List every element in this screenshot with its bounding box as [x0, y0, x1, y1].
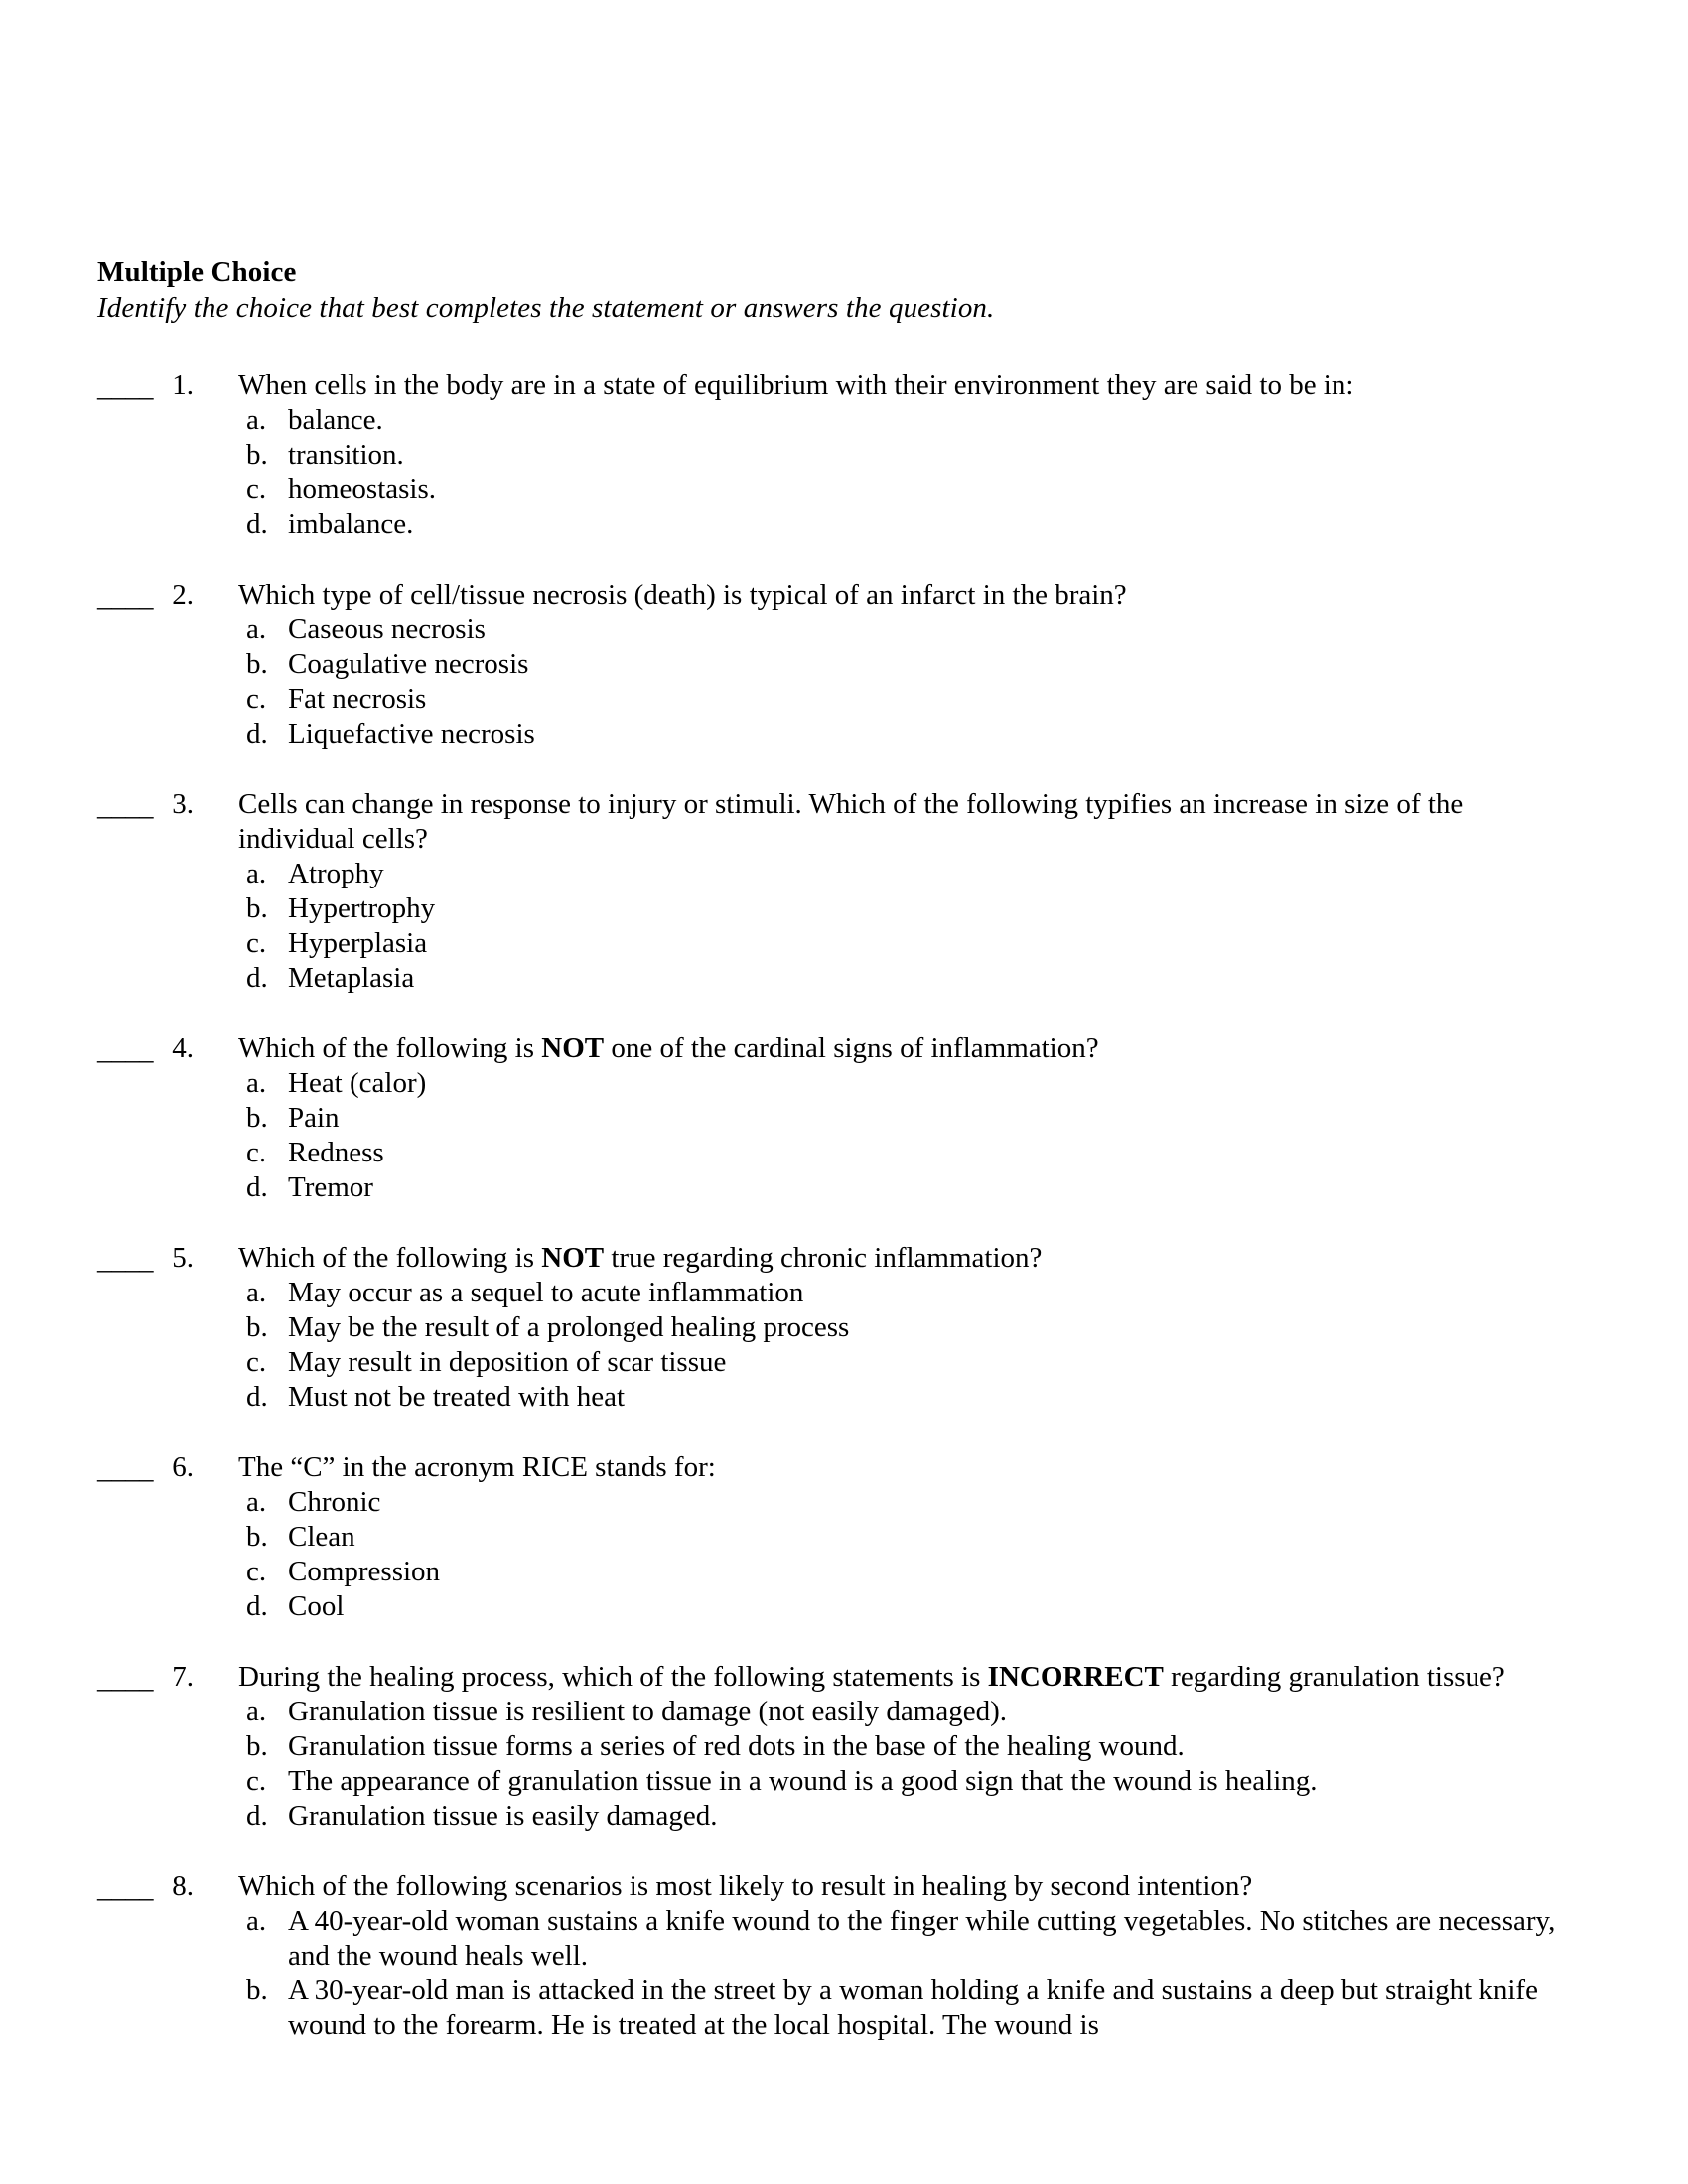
- option-item[interactable]: [246, 717, 1579, 751]
- answer-blank[interactable]: ____: [97, 790, 153, 823]
- option-letter: a.: [246, 1067, 267, 1100]
- option-item[interactable]: [246, 1695, 1579, 1729]
- option-item[interactable]: [246, 473, 1579, 507]
- option-letter: c.: [246, 1556, 267, 1588]
- question-item: [97, 1450, 1579, 1624]
- option-list: [246, 1695, 1579, 1834]
- option-letter: a.: [246, 1905, 267, 1938]
- question-item: [97, 578, 1579, 751]
- option-text: transition.: [288, 439, 404, 472]
- option-text: Pain: [288, 1102, 340, 1135]
- option-item[interactable]: [246, 1380, 1579, 1415]
- option-letter: b.: [246, 648, 268, 681]
- answer-blank[interactable]: ____: [97, 581, 153, 614]
- question-text-part: During the healing process, which of the following statements is: [238, 1661, 988, 1694]
- option-letter: a.: [246, 614, 267, 646]
- question-text: [238, 1031, 1579, 1066]
- question-text-part: Which of the following is: [238, 1242, 542, 1275]
- option-letter: c.: [246, 1765, 267, 1798]
- option-text: Tremor: [288, 1171, 373, 1204]
- option-list: [246, 1066, 1579, 1205]
- question-item: [97, 1241, 1579, 1415]
- option-letter: c.: [246, 927, 267, 960]
- option-text: balance.: [288, 404, 383, 437]
- option-letter: b.: [246, 1521, 268, 1554]
- question-text: Cells can change in response to injury or stimuli. Which of the following typifies an increase in size of the individual cells?: [238, 788, 1464, 856]
- option-item[interactable]: [246, 1485, 1579, 1520]
- option-text: Atrophy: [288, 858, 384, 890]
- option-text: Fat necrosis: [288, 683, 427, 716]
- option-letter: d.: [246, 1800, 268, 1833]
- option-letter: a.: [246, 404, 267, 437]
- option-item[interactable]: [246, 1101, 1579, 1136]
- option-item[interactable]: [246, 1066, 1579, 1101]
- answer-blank[interactable]: ____: [97, 1453, 153, 1486]
- option-item[interactable]: [246, 682, 1579, 717]
- option-letter: c.: [246, 683, 267, 716]
- option-item[interactable]: [246, 1276, 1579, 1310]
- option-letter: d.: [246, 1590, 268, 1623]
- question-emphasis: INCORRECT: [987, 1661, 1164, 1694]
- question-text-part: true regarding chronic inflammation?: [604, 1242, 1043, 1275]
- option-letter: c.: [246, 1346, 267, 1379]
- option-item[interactable]: [246, 1974, 1579, 2043]
- question-number: 4.: [172, 1032, 194, 1065]
- option-item[interactable]: [246, 403, 1579, 438]
- answer-blank[interactable]: ____: [97, 1872, 153, 1905]
- option-text: Metaplasia: [288, 962, 415, 995]
- option-list: [246, 1904, 1579, 2043]
- option-text: Heat (calor): [288, 1067, 427, 1100]
- option-item[interactable]: [246, 891, 1579, 926]
- option-item[interactable]: [246, 1729, 1579, 1764]
- option-letter: d.: [246, 1171, 268, 1204]
- question-number: 7.: [172, 1661, 194, 1694]
- option-letter: a.: [246, 858, 267, 890]
- option-text: imbalance.: [288, 508, 414, 541]
- answer-blank[interactable]: ____: [97, 1244, 153, 1277]
- question-text: When cells in the body are in a state of equilibrium with their environment they are said to be in:: [238, 369, 1354, 402]
- question-text-part: one of the cardinal signs of inflammation?: [604, 1032, 1099, 1065]
- option-item[interactable]: [246, 857, 1579, 891]
- option-letter: b.: [246, 439, 268, 472]
- option-item[interactable]: [246, 438, 1579, 473]
- question-number: 2.: [172, 579, 194, 612]
- option-letter: b.: [246, 1311, 268, 1344]
- option-item[interactable]: [246, 1345, 1579, 1380]
- option-list: [246, 613, 1579, 751]
- option-text: Compression: [288, 1556, 441, 1588]
- option-text: Granulation tissue is resilient to damage (not easily damaged).: [288, 1696, 1007, 1728]
- option-letter: d.: [246, 508, 268, 541]
- option-text: Coagulative necrosis: [288, 648, 529, 681]
- section-instruction: Identify the choice that best completes the statement or answers the question.: [97, 291, 995, 324]
- option-letter: a.: [246, 1696, 267, 1728]
- option-letter: c.: [246, 474, 267, 506]
- option-letter: b.: [246, 1975, 268, 2007]
- section-title: Multiple Choice: [97, 256, 297, 288]
- option-item[interactable]: [246, 1310, 1579, 1345]
- option-item[interactable]: [246, 1904, 1579, 1974]
- option-item[interactable]: [246, 507, 1579, 542]
- question-text: Which type of cell/tissue necrosis (death) is typical of an infarct in the brain?: [238, 579, 1127, 612]
- option-list: [246, 1485, 1579, 1624]
- option-letter: a.: [246, 1277, 267, 1309]
- option-letter: a.: [246, 1486, 267, 1519]
- option-text: Granulation tissue forms a series of red dots in the base of the healing wound.: [288, 1730, 1185, 1763]
- option-text: Liquefactive necrosis: [288, 718, 535, 751]
- option-list: [246, 1276, 1579, 1415]
- question-text: [238, 1241, 1579, 1276]
- option-letter: d.: [246, 718, 268, 751]
- option-text: Must not be treated with heat: [288, 1381, 626, 1414]
- question-number: 8.: [172, 1870, 194, 1903]
- option-text: Clean: [288, 1521, 355, 1554]
- option-text: Cool: [288, 1590, 345, 1623]
- option-item[interactable]: [246, 1170, 1579, 1205]
- question-text: The “C” in the acronym RICE stands for:: [238, 1451, 716, 1484]
- option-letter: d.: [246, 962, 268, 995]
- answer-blank[interactable]: ____: [97, 371, 153, 404]
- question-emphasis: NOT: [541, 1242, 605, 1275]
- option-list: [246, 857, 1579, 996]
- option-text: May result in deposition of scar tissue: [288, 1346, 727, 1379]
- option-item[interactable]: [246, 647, 1579, 682]
- option-item[interactable]: [246, 1555, 1579, 1589]
- option-text: Chronic: [288, 1486, 381, 1519]
- question-item: [97, 787, 1579, 996]
- option-letter: b.: [246, 1102, 268, 1135]
- question-number: 6.: [172, 1451, 194, 1484]
- option-item[interactable]: [246, 1799, 1579, 1834]
- option-text: May occur as a sequel to acute inflammation: [288, 1277, 804, 1309]
- question-number: 1.: [172, 369, 194, 402]
- option-text: May be the result of a prolonged healing process: [288, 1311, 850, 1344]
- option-letter: b.: [246, 1730, 268, 1763]
- option-list: [246, 403, 1579, 542]
- option-letter: b.: [246, 892, 268, 925]
- option-text: Hyperplasia: [288, 927, 428, 960]
- option-item[interactable]: [246, 1764, 1579, 1799]
- option-text: A 30-year-old man is attacked in the street by a woman holding a knife and sustains a deep but straight knife wound to the forearm. He is treated at the local hospital. The wound is: [288, 1975, 1538, 2042]
- question-item: [97, 1869, 1579, 2043]
- question-text-part: regarding granulation tissue?: [1163, 1661, 1505, 1694]
- option-text: Caseous necrosis: [288, 614, 486, 646]
- option-text: Granulation tissue is easily damaged.: [288, 1800, 718, 1833]
- question-text: [238, 1660, 1579, 1695]
- option-item[interactable]: [246, 1520, 1579, 1555]
- question-list: [97, 368, 1579, 2043]
- option-letter: c.: [246, 1137, 267, 1169]
- option-text: Hypertrophy: [288, 892, 436, 925]
- option-item[interactable]: [246, 613, 1579, 647]
- answer-blank[interactable]: ____: [97, 1034, 153, 1067]
- question-item: [97, 1031, 1579, 1205]
- option-letter: d.: [246, 1381, 268, 1414]
- option-text: Redness: [288, 1137, 384, 1169]
- option-item[interactable]: [246, 961, 1579, 996]
- question-text: Which of the following scenarios is most likely to result in healing by second intention?: [238, 1870, 1253, 1903]
- question-item: [97, 368, 1579, 542]
- option-text: A 40-year-old woman sustains a knife wound to the finger while cutting vegetables. No stitches are necessary, and the wound heals well.: [288, 1905, 1556, 1973]
- answer-blank[interactable]: ____: [97, 1663, 153, 1696]
- option-text: homeostasis.: [288, 474, 437, 506]
- question-emphasis: NOT: [541, 1032, 605, 1065]
- option-text: The appearance of granulation tissue in a wound is a good sign that the wound is healing.: [288, 1765, 1318, 1798]
- question-text-part: Which of the following is: [238, 1032, 542, 1065]
- question-number: 5.: [172, 1242, 194, 1275]
- option-item[interactable]: [246, 1136, 1579, 1170]
- question-item: [97, 1660, 1579, 1834]
- option-item[interactable]: [246, 926, 1579, 961]
- question-number: 3.: [172, 788, 194, 821]
- option-item[interactable]: [246, 1589, 1579, 1624]
